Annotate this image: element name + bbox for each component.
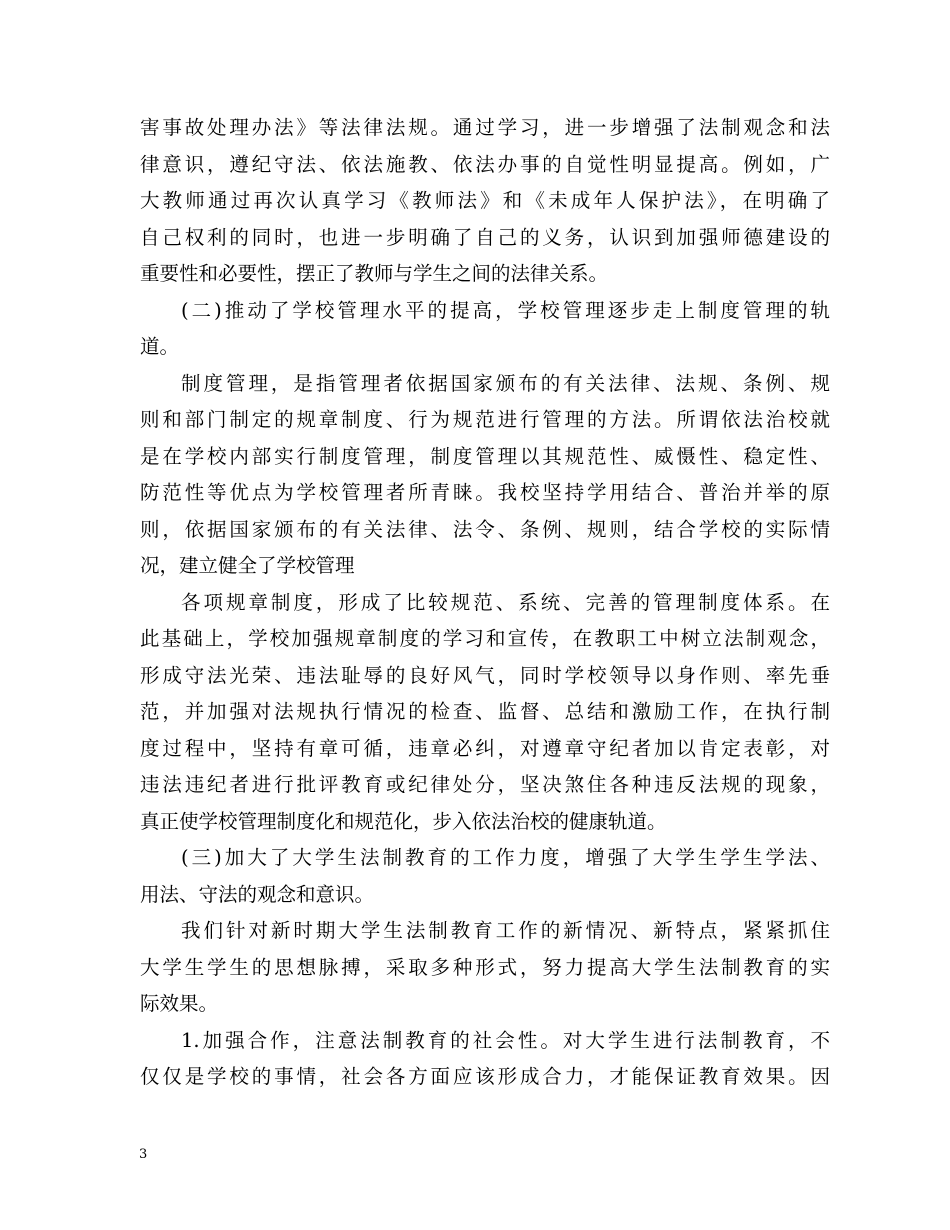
text-line: 况，建立健全了学校管理 <box>140 554 355 577</box>
text-line: (三)加大了大学生法制教育的工作力度，增强了大学生学生学法、 <box>181 846 830 869</box>
text-line: 仅仅是学校的事情，社会各方面应该形成合力，才能保证教育效果。因 <box>140 1065 830 1088</box>
text-line: 大教师通过再次认真学习《教师法》和《未成年人保护法》，在明确了 <box>140 189 830 212</box>
text-line: 度过程中，坚持有章可循，违章必纠，对遵章守纪者加以肯定表彰，对 <box>140 736 830 760</box>
text-line: 形成守法光荣、违法耻辱的良好风气，同时学校领导以身作则、率先垂 <box>140 663 830 687</box>
text-line: 则，依据国家颁布的有关法律、法令、条例、规则，结合学校的实际情 <box>140 517 830 541</box>
text-line: 防范性等优点为学校管理者所青睐。我校坚持学用结合、普治并举的原 <box>140 481 830 504</box>
text-line: 则和部门制定的规章制度、行为规范进行管理的方法。所谓依法治校就 <box>140 408 830 431</box>
text-line: 际效果。 <box>140 992 219 1015</box>
page-number: 3 <box>139 1147 148 1162</box>
text-line: 重要性和必要性，摆正了教师与学生之间的法律关系。 <box>140 262 609 285</box>
text-line: 自己权利的同时，也进一步明确了自己的义务，认识到加强师德建设的 <box>140 225 830 249</box>
text-line: 违法违纪者进行批评教育或纪律处分，坚决煞住各种违反法规的现象， <box>140 773 830 796</box>
text-line: 1.加强合作，注意法制教育的社会性。对大学生进行法制教育，不 <box>181 1028 830 1052</box>
text-line: 用法、守法的观念和意识。 <box>140 882 375 906</box>
text-line: 害事故处理办法》等法律法规。通过学习，进一步增强了法制观念和法 <box>140 116 830 139</box>
text-line: 是在学校内部实行制度管理，制度管理以其规范性、威慑性、稳定性、 <box>140 444 830 468</box>
text-line: (二)推动了学校管理水平的提高，学校管理逐步走上制度管理的轨 <box>181 298 830 322</box>
text-line: 各项规章制度，形成了比较规范、系统、完善的管理制度体系。在 <box>181 590 830 614</box>
text-line: 大学生学生的思想脉搏，采取多种形式，努力提高大学生法制教育的实 <box>140 955 830 979</box>
text-line: 真正使学校管理制度化和规范化，步入依法治校的健康轨道。 <box>140 809 667 833</box>
text-line: 我们针对新时期大学生法制教育工作的新情况、新特点，紧紧抓住 <box>181 919 830 942</box>
text-line: 制度管理，是指管理者依据国家颁布的有关法律、法规、条例、规 <box>181 371 830 395</box>
text-line: 此基础上，学校加强规章制度的学习和宣传，在教职工中树立法制观念， <box>140 627 830 650</box>
text-line: 范，并加强对法规执行情况的检查、监督、总结和激励工作，在执行制 <box>140 700 830 723</box>
text-line: 道。 <box>140 335 180 358</box>
text-line: 律意识，遵纪守法、依法施教、依法办事的自觉性明显提高。例如，广 <box>140 152 830 176</box>
body-text <box>140 110 830 1096</box>
